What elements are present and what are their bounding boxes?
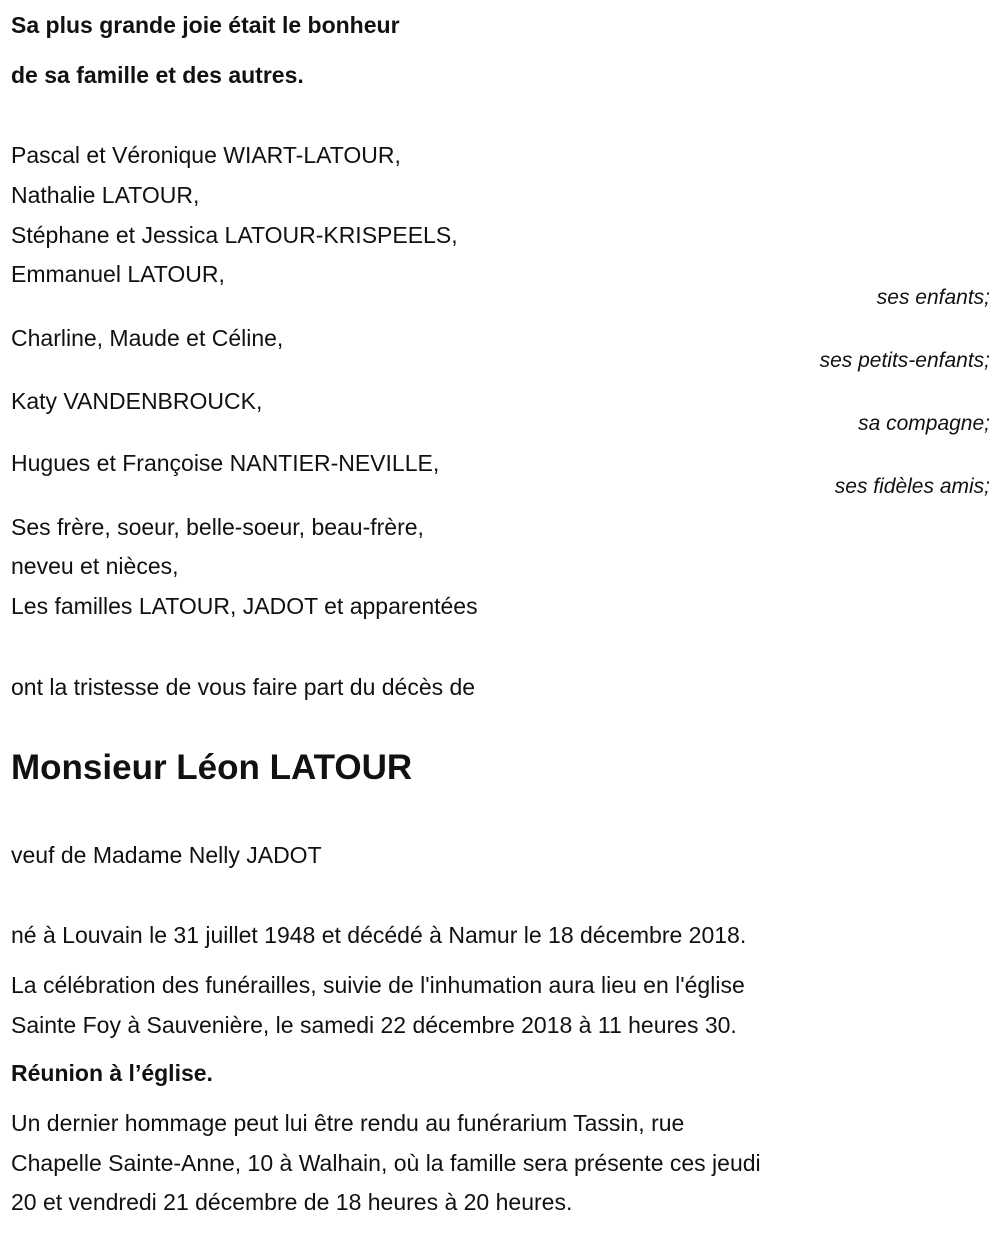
ceremony-line: La célébration des funérailles, suivie de l'inhumation aura lieu en l'église (11, 972, 745, 998)
widower-line: veuf de Madame Nelly JADOT (11, 842, 322, 868)
grandchildren-role: ses petits-enfants; (819, 349, 990, 372)
child-name: Nathalie LATOUR, (11, 182, 200, 208)
birth-death-line: né à Louvain le 31 juillet 1948 et décédé à Namur le 18 décembre 2018. (11, 922, 747, 948)
motto-line: Sa plus grande joie était le bonheur (11, 12, 400, 38)
meeting-note: Réunion à l’église. (11, 1060, 213, 1086)
child-name: Pascal et Véronique WIART-LATOUR, (11, 142, 401, 168)
visitation-line: Chapelle Sainte-Anne, 10 à Walhain, où la famille sera présente ces jeudi (11, 1150, 761, 1176)
family-line: neveu et nièces, (11, 553, 179, 579)
children-role: ses enfants; (876, 286, 990, 309)
companion-role: sa compagne; (858, 412, 990, 435)
grandchildren-names: Charline, Maude et Céline, (11, 325, 284, 351)
child-name: Emmanuel LATOUR, (11, 261, 225, 287)
family-line: Ses frère, soeur, belle-soeur, beau-frère, (11, 514, 424, 540)
visitation-line: Un dernier hommage peut lui être rendu au funérarium Tassin, rue (11, 1110, 685, 1136)
ceremony-line: Sainte Foy à Sauvenière, le samedi 22 décembre 2018 à 11 heures 30. (11, 1012, 737, 1038)
friends-names: Hugues et Françoise NANTIER-NEVILLE, (11, 450, 440, 476)
deceased-name: Monsieur Léon LATOUR (11, 748, 413, 787)
announcement: ont la tristesse de vous faire part du décès de (11, 674, 476, 700)
companion-name: Katy VANDENBROUCK, (11, 388, 263, 414)
child-name: Stéphane et Jessica LATOUR-KRISPEELS, (11, 222, 458, 248)
family-line: Les familles LATOUR, JADOT et apparentées (11, 593, 478, 619)
motto-line: de sa famille et des autres. (11, 62, 304, 88)
friends-role: ses fidèles amis; (834, 475, 990, 498)
visitation-line: 20 et vendredi 21 décembre de 18 heures à 20 heures. (11, 1189, 573, 1215)
